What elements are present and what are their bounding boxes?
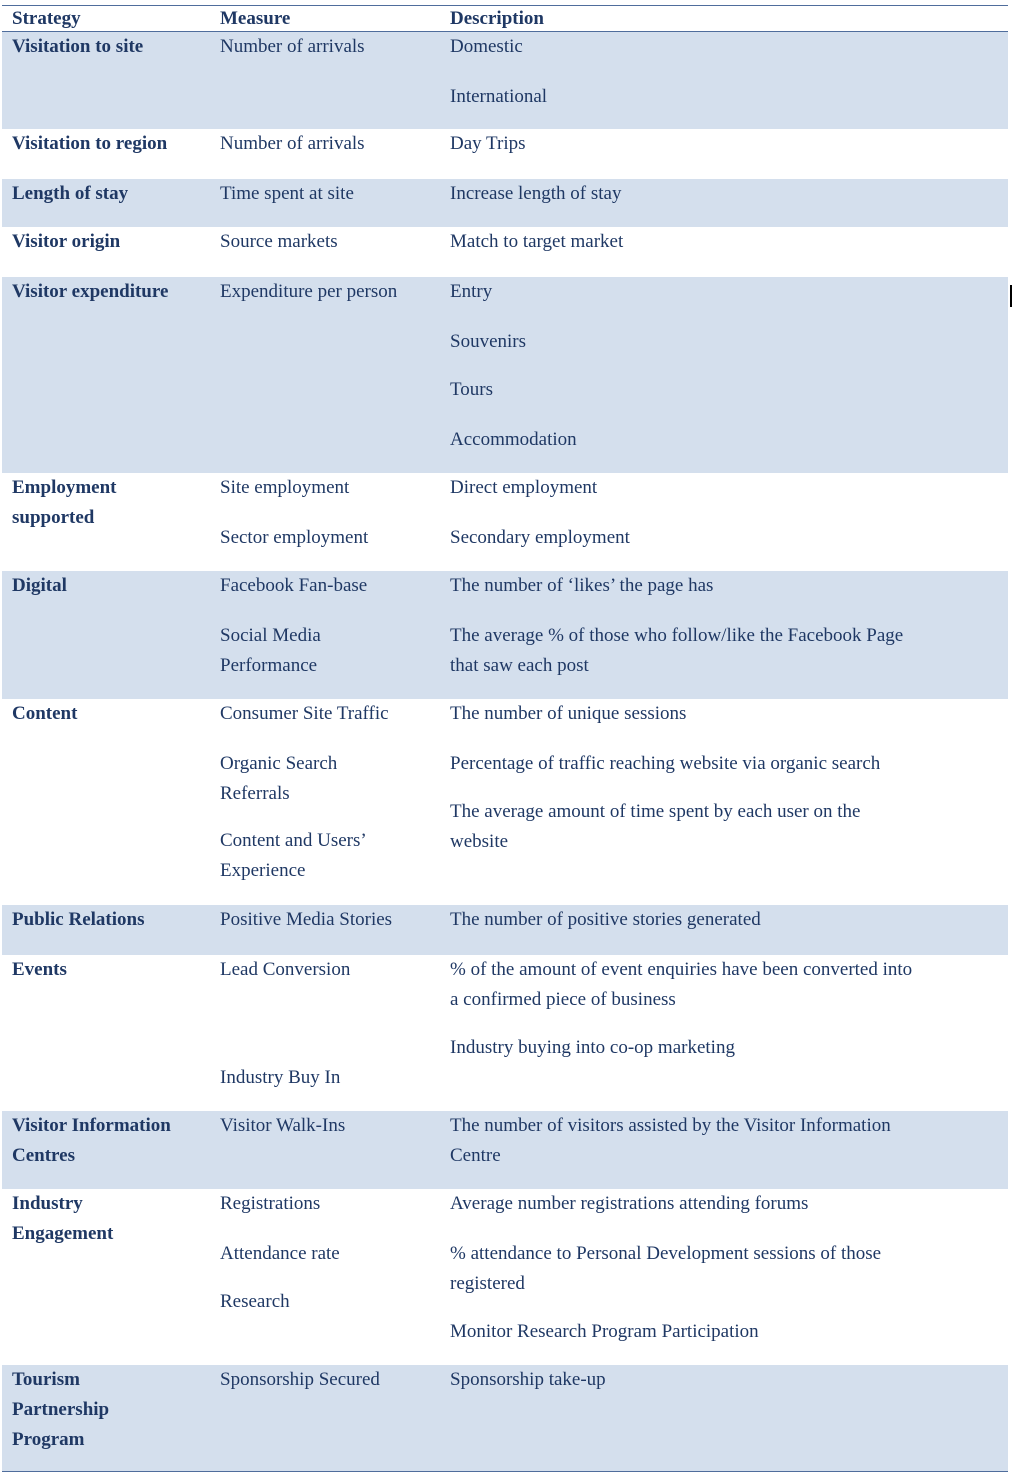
description-cell-line: Centre	[450, 1145, 501, 1166]
description-cell-line: Domestic	[450, 36, 523, 57]
description-cell	[440, 227, 1008, 277]
line-gap	[450, 729, 1008, 749]
measure-cell	[210, 1365, 440, 1471]
measure-cell	[210, 955, 440, 1111]
measure-cell	[210, 905, 440, 955]
strategy-cell	[2, 1111, 210, 1189]
strategy-cell	[2, 277, 210, 473]
line-gap	[220, 601, 440, 621]
strategy-cell	[2, 227, 210, 277]
description-cell	[440, 179, 1008, 227]
table-row	[2, 473, 1008, 571]
description-cell-line: International	[450, 86, 548, 107]
header-measure: Measure	[220, 8, 291, 29]
description-cell	[440, 905, 1008, 955]
line-gap	[220, 985, 440, 1063]
table-row	[2, 905, 1008, 955]
description-cell-line: The number of positive stories generated	[450, 909, 761, 930]
header-strategy: Strategy	[12, 8, 81, 29]
measure-cell-line: Visitor Walk-Ins	[220, 1115, 346, 1136]
line-gap	[450, 503, 1008, 523]
strategy-measures-table	[2, 5, 1008, 1472]
measure-cell-line: Source markets	[220, 231, 338, 252]
measure-cell-line: Site employment	[220, 477, 350, 498]
measure-cell-line: Performance	[220, 655, 318, 676]
line-gap	[220, 809, 440, 826]
description-cell-line: The number of visitors assisted by the Visitor Information	[450, 1115, 891, 1136]
description-cell-line: % attendance to Personal Development sessions of those	[450, 1243, 882, 1264]
strategy-cell-line: Program	[12, 1429, 85, 1450]
strategy-cell-line: Digital	[12, 575, 67, 596]
strategy-cell-line: Events	[12, 959, 67, 980]
measure-cell-line: Sponsorship Secured	[220, 1369, 380, 1390]
measure-cell-line: Research	[220, 1291, 290, 1312]
line-gap	[220, 729, 440, 749]
description-cell-line: Souvenirs	[450, 331, 526, 352]
description-cell-line: website	[450, 831, 509, 852]
description-cell-line: Average number registrations attending forums	[450, 1193, 809, 1214]
strategy-cell-line: Employment	[12, 477, 117, 498]
measure-cell-line: Referrals	[220, 783, 290, 804]
strategy-cell-line: Public Relations	[12, 909, 145, 930]
strategy-cell-line: Length of stay	[12, 183, 129, 204]
description-cell-line: registered	[450, 1273, 525, 1294]
strategy-cell	[2, 699, 210, 905]
strategy-cell-line: Centres	[12, 1145, 75, 1166]
strategy-cell	[2, 905, 210, 955]
description-cell	[440, 1189, 1008, 1365]
measure-cell	[210, 227, 440, 277]
description-cell	[440, 571, 1008, 699]
line-gap	[220, 1219, 440, 1239]
measure-cell	[210, 179, 440, 227]
line-gap	[450, 601, 1008, 621]
measure-cell-line: Number of arrivals	[220, 36, 365, 57]
table-row	[2, 227, 1008, 277]
line-gap	[450, 405, 1008, 425]
description-cell-line: Percentage of traffic reaching website via organic search	[450, 753, 881, 774]
measure-cell-line: Social Media	[220, 625, 321, 646]
table-row	[2, 277, 1008, 473]
description-cell-line: The number of ‘likes’ the page has	[450, 575, 714, 596]
line-gap	[450, 1299, 1008, 1317]
description-cell-line: Increase length of stay	[450, 183, 622, 204]
strategy-cell-line: Partnership	[12, 1399, 110, 1420]
table-row	[2, 1189, 1008, 1365]
measure-cell-line: Lead Conversion	[220, 959, 351, 980]
strategy-cell-line: Visitor Information	[12, 1115, 171, 1136]
description-cell-line: The average % of those who follow/like the Facebook Page	[450, 625, 904, 646]
header-description: Description	[450, 8, 544, 29]
strategy-cell	[2, 955, 210, 1111]
measure-cell-line: Expenditure per person	[220, 281, 398, 302]
table-row	[2, 32, 1008, 129]
description-cell-line: that saw each post	[450, 655, 589, 676]
measure-cell-line: Organic Search	[220, 753, 338, 774]
measure-cell	[210, 571, 440, 699]
measure-cell-line: Positive Media Stories	[220, 909, 393, 930]
measure-cell-line: Registrations	[220, 1193, 321, 1214]
measure-cell-line: Facebook Fan-base	[220, 575, 368, 596]
strategy-cell-line: Visitor expenditure	[12, 281, 169, 302]
strategy-cell	[2, 32, 210, 129]
description-cell	[440, 277, 1008, 473]
measure-cell-line: Experience	[220, 860, 306, 881]
strategy-cell-line: Visitation to site	[12, 36, 144, 57]
strategy-cell-line: Tourism	[12, 1369, 80, 1390]
strategy-cell	[2, 571, 210, 699]
table-row	[2, 1365, 1008, 1471]
strategy-cell-line: supported	[12, 507, 95, 528]
measure-cell-line: Time spent at site	[220, 183, 354, 204]
description-cell-line: Sponsorship take-up	[450, 1369, 606, 1390]
strategy-cell	[2, 129, 210, 179]
measure-cell	[210, 129, 440, 179]
description-cell-line: % of the amount of event enquiries have been converted into	[450, 959, 913, 980]
description-cell	[440, 32, 1008, 129]
measure-cell-line: Attendance rate	[220, 1243, 340, 1264]
description-cell-line: Secondary employment	[450, 527, 630, 548]
text-cursor	[1010, 285, 1012, 307]
description-cell	[440, 955, 1008, 1111]
measure-cell	[210, 473, 440, 571]
measure-cell	[210, 699, 440, 905]
measure-cell-line: Sector employment	[220, 527, 369, 548]
strategy-cell-line: Engagement	[12, 1223, 114, 1244]
description-cell-line: Accommodation	[450, 429, 577, 450]
measure-cell-line: Number of arrivals	[220, 133, 365, 154]
measure-cell-line: Industry Buy In	[220, 1067, 341, 1088]
description-cell-line: Day Trips	[450, 133, 526, 154]
table-row	[2, 955, 1008, 1111]
table-row	[2, 129, 1008, 179]
line-gap	[450, 307, 1008, 327]
strategy-cell-line: Content	[12, 703, 78, 724]
table-row	[2, 179, 1008, 227]
measure-cell	[210, 277, 440, 473]
line-gap	[220, 1269, 440, 1287]
line-gap	[450, 779, 1008, 797]
line-gap	[220, 503, 440, 523]
measure-cell-line: Consumer Site Traffic	[220, 703, 389, 724]
measure-cell-line: Content and Users’	[220, 830, 367, 851]
measure-cell	[210, 1111, 440, 1189]
description-cell-line: a confirmed piece of business	[450, 989, 676, 1010]
description-cell	[440, 699, 1008, 905]
description-cell-line: Tours	[450, 379, 494, 400]
description-cell-line: Direct employment	[450, 477, 598, 498]
line-gap	[450, 1219, 1008, 1239]
description-cell-line: Entry	[450, 281, 493, 302]
line-gap	[450, 357, 1008, 375]
description-cell-line: The number of unique sessions	[450, 703, 687, 724]
table-row	[2, 1111, 1008, 1189]
table-header-row	[2, 6, 1008, 32]
description-cell-line: Match to target market	[450, 231, 624, 252]
strategy-cell	[2, 1365, 210, 1471]
strategy-cell-line: Visitation to region	[12, 133, 168, 154]
description-cell-line: The average amount of time spent by each user on the	[450, 801, 861, 822]
description-cell	[440, 473, 1008, 571]
line-gap	[450, 1015, 1008, 1033]
table-row	[2, 571, 1008, 699]
description-cell-line: Industry buying into co-op marketing	[450, 1037, 735, 1058]
table-row	[2, 699, 1008, 905]
strategy-cell-line: Visitor origin	[12, 231, 121, 252]
line-gap	[450, 62, 1008, 82]
measure-cell	[210, 1189, 440, 1365]
strategy-cell	[2, 179, 210, 227]
strategy-cell-line: Industry	[12, 1193, 83, 1214]
description-cell	[440, 1111, 1008, 1189]
strategy-cell	[2, 473, 210, 571]
description-cell-line: Monitor Research Program Participation	[450, 1321, 759, 1342]
description-cell	[440, 1365, 1008, 1471]
strategy-cell	[2, 1189, 210, 1365]
measure-cell	[210, 32, 440, 129]
description-cell	[440, 129, 1008, 179]
table-body	[2, 32, 1008, 1471]
